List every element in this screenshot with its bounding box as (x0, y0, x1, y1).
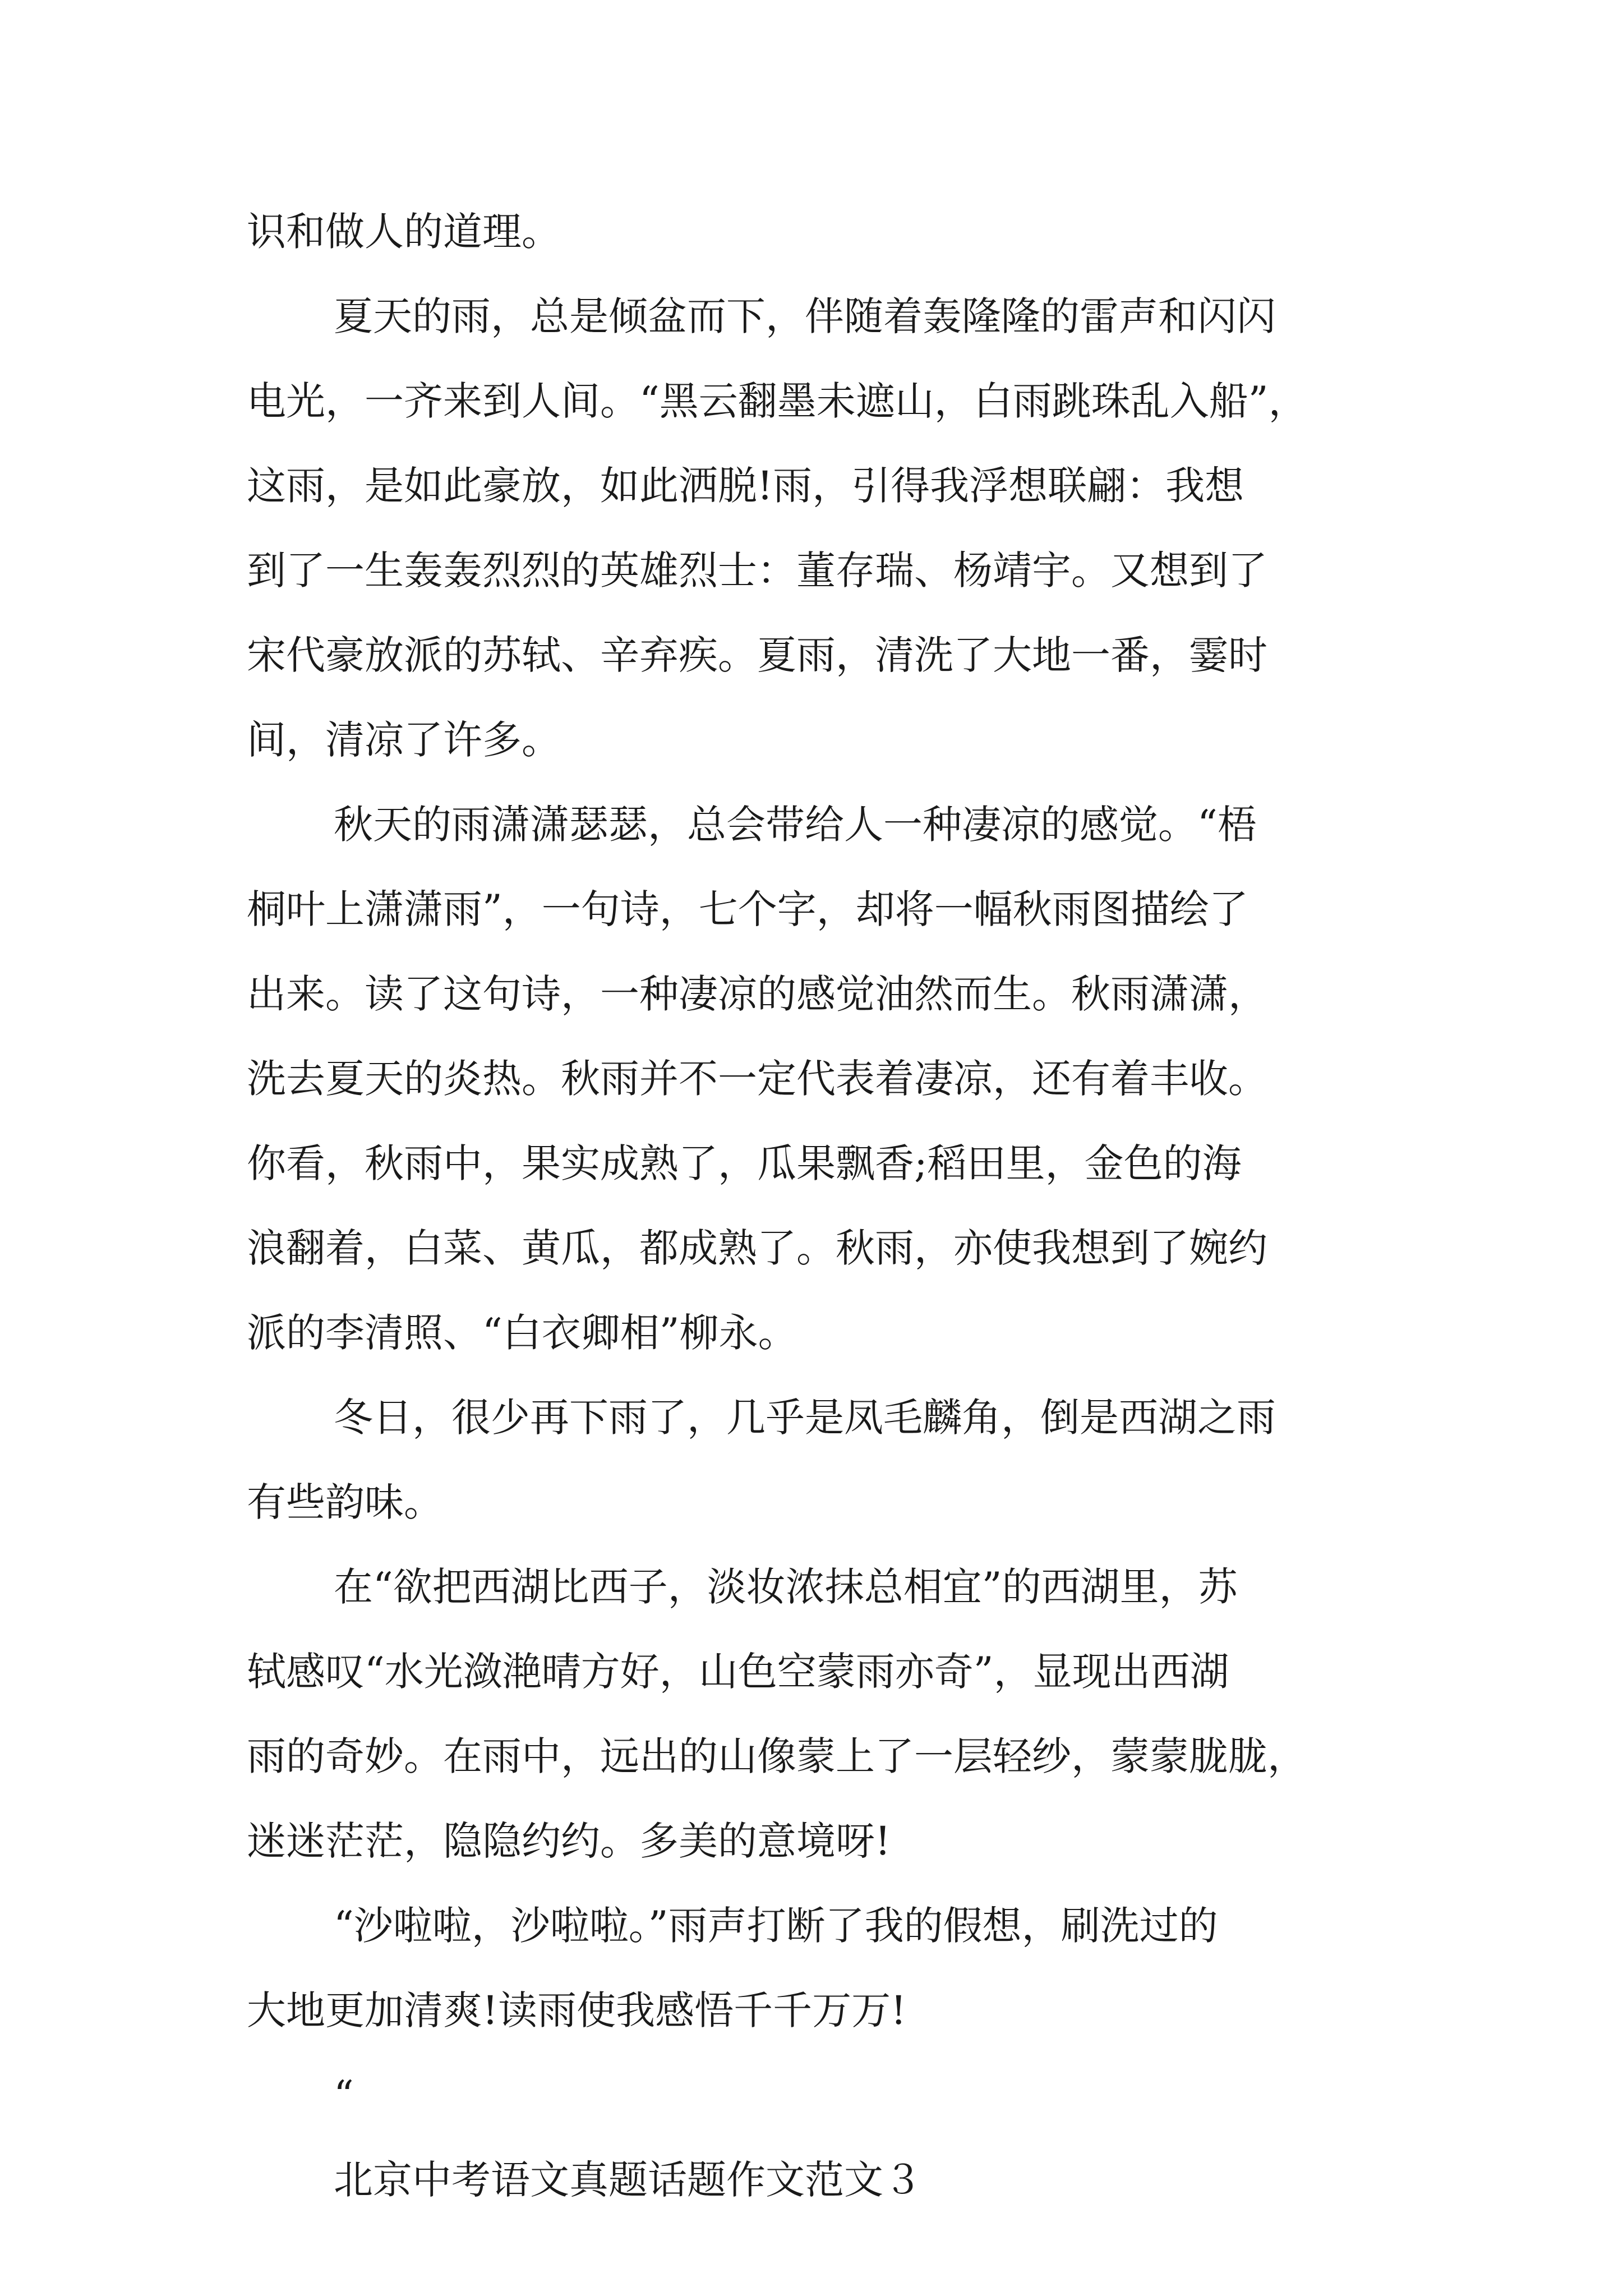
text-line: 识和做人的道理。 (247, 209, 561, 255)
text-line: 秋天的雨潇潇瑟瑟，总会带给人一种凄凉的感觉。“梧 (334, 802, 1257, 848)
text-line: 出来。读了这句诗，一种凄凉的感觉油然而生。秋雨潇潇， (247, 971, 1267, 1017)
text-line: 电光，一齐来到人间。“黑云翻墨未遮山，白雨跳珠乱入船”， (247, 378, 1308, 424)
text-line: 你看，秋雨中，果实成熟了，瓜果飘香;稻田里，金色的海 (247, 1140, 1242, 1186)
text-line: 这雨，是如此豪放，如此洒脱!雨，引得我浮想联翩：我想 (247, 463, 1244, 509)
text-line: 雨的奇妙。在雨中，远出的山像蒙上了一层轻纱，蒙蒙胧胧， (247, 1733, 1307, 1779)
text-line: 冬日，很少再下雨了，几乎是凤毛麟角，倒是西湖之雨 (334, 1395, 1276, 1441)
text-line: 在“欲把西湖比西子，淡妆浓抹总相宜”的西湖里，苏 (334, 1564, 1238, 1610)
text-line: 夏天的雨，总是倾盆而下，伴随着轰隆隆的雷声和闪闪 (334, 293, 1276, 339)
text-line: “ (334, 2072, 354, 2118)
text-line: 间，清凉了许多。 (247, 717, 561, 763)
text-line: 洗去夏天的炎热。秋雨并不一定代表着凄凉，还有着丰收。 (247, 1056, 1267, 1102)
text-line: 有些韵味。 (247, 1479, 443, 1525)
text-line: 迷迷茫茫，隐隐约约。多美的意境呀! (247, 1818, 891, 1864)
essay-heading: 北京中考语文真题话题作文范文３ (334, 2157, 923, 2203)
text-line: 宋代豪放派的苏轼、辛弃疾。夏雨，清洗了大地一番，霎时 (247, 632, 1267, 678)
text-line: 轼感叹“水光潋滟晴方好，山色空蒙雨亦奇”，显现出西湖 (247, 1649, 1229, 1695)
text-line: 浪翻着，白菜、黄瓜，都成熟了。秋雨，亦使我想到了婉约 (247, 1225, 1267, 1271)
text-line: 到了一生轰轰烈烈的英雄烈士：董存瑞、杨靖宇。又想到了 (247, 547, 1267, 593)
text-line: “沙啦啦，沙啦啦。”雨声打断了我的假想，刷洗过的 (334, 1903, 1218, 1949)
text-line: 派的李清照、“白衣卿相”柳永。 (247, 1310, 797, 1356)
text-line: 大地更加清爽!读雨使我感悟千千万万! (247, 1987, 907, 2033)
text-line: 桐叶上潇潇雨”，一句诗，七个字，却将一幅秋雨图描绘了 (247, 886, 1248, 932)
